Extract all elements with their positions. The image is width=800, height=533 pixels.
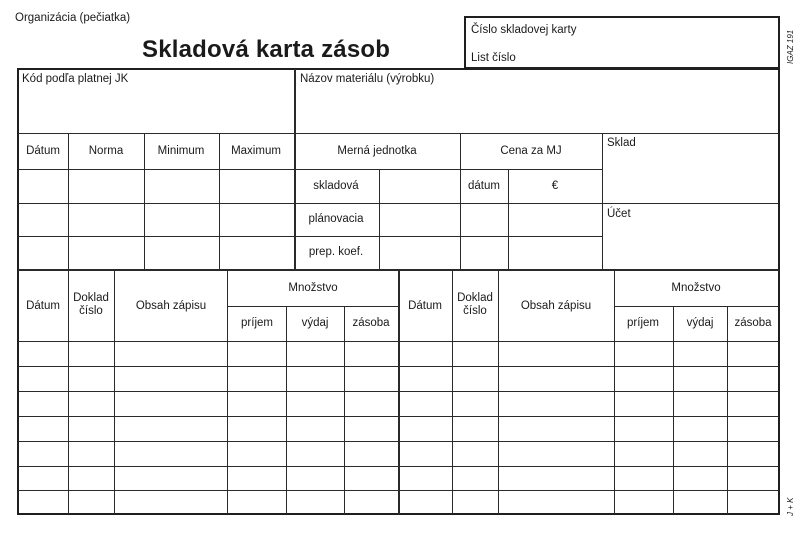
divider	[508, 169, 509, 269]
divider	[18, 391, 779, 392]
ledger-receipt-header: príjem	[627, 317, 659, 329]
unit-header: Merná jednotka	[337, 145, 417, 157]
column-header-date: Dátum	[26, 145, 60, 157]
code-label: Kód podľa platnej JK	[22, 73, 129, 85]
divider	[18, 366, 779, 367]
ledger-quantity-header: Množstvo	[671, 282, 721, 294]
divider	[18, 236, 602, 237]
divider	[344, 306, 345, 514]
unit-row-warehouse: skladová	[313, 180, 359, 192]
divider	[294, 69, 296, 133]
divider	[18, 441, 779, 442]
divider	[286, 306, 287, 514]
column-header-maximum: Maximum	[231, 145, 281, 157]
ledger-entry-header: Obsah zápisu	[520, 300, 592, 312]
divider	[219, 133, 220, 269]
ledger-quantity-header: Množstvo	[288, 282, 338, 294]
unit-row-conversion: prep. koef.	[308, 246, 364, 258]
ledger-date-header: Dátum	[26, 300, 60, 312]
divider	[602, 133, 603, 269]
divider	[18, 203, 779, 204]
price-header: Cena za MJ	[500, 145, 562, 157]
ledger-stock-header: zásoba	[352, 317, 390, 329]
ledger-document-header	[457, 292, 493, 318]
form-code-label: IGAZ 191	[786, 29, 795, 64]
account-label: Účet	[607, 208, 631, 220]
divider	[18, 133, 779, 134]
card-number-label: Číslo skladovej karty	[471, 24, 577, 36]
material-name-label: Názov materiálu (výrobku)	[300, 73, 435, 85]
ledger-document-line1: Doklad	[73, 292, 109, 304]
divider	[398, 270, 400, 514]
divider	[460, 133, 461, 269]
divider	[673, 306, 674, 514]
ledger-document-line2: číslo	[79, 305, 103, 317]
divider	[144, 133, 145, 269]
warehouse-label: Sklad	[607, 137, 636, 149]
ledger-entry-header: Obsah zápisu	[135, 300, 207, 312]
unit-row-planning: plánovacia	[308, 213, 364, 225]
divider	[18, 490, 779, 491]
divider	[294, 133, 296, 269]
sheet-number-label: List číslo	[471, 52, 516, 64]
divider	[614, 306, 779, 307]
publisher-mark: J + K	[786, 497, 795, 516]
divider	[68, 133, 69, 269]
ledger-date-header: Dátum	[408, 300, 442, 312]
divider	[452, 270, 453, 514]
ledger-document-header	[73, 292, 109, 318]
ledger-issue-header: výdaj	[686, 317, 714, 329]
divider	[18, 416, 779, 417]
ledger-issue-header: výdaj	[301, 317, 329, 329]
divider	[727, 306, 728, 514]
ledger-document-line2: číslo	[463, 305, 487, 317]
column-header-minimum: Minimum	[157, 145, 205, 157]
form-title: Skladová karta zásob	[142, 36, 391, 63]
divider	[18, 466, 779, 467]
ledger-document-line1: Doklad	[457, 292, 493, 304]
divider	[498, 270, 499, 514]
column-header-norm: Norma	[88, 145, 124, 157]
divider	[68, 270, 69, 514]
ledger-receipt-header: príjem	[241, 317, 273, 329]
divider	[227, 306, 398, 307]
ledger-stock-header: zásoba	[734, 317, 772, 329]
organization-stamp-label: Organizácia (pečiatka)	[15, 12, 131, 24]
divider	[18, 169, 602, 170]
divider	[114, 270, 115, 514]
price-date-label: dátum	[468, 180, 500, 192]
divider	[18, 341, 779, 342]
divider	[379, 169, 380, 269]
price-currency: €	[551, 180, 559, 192]
